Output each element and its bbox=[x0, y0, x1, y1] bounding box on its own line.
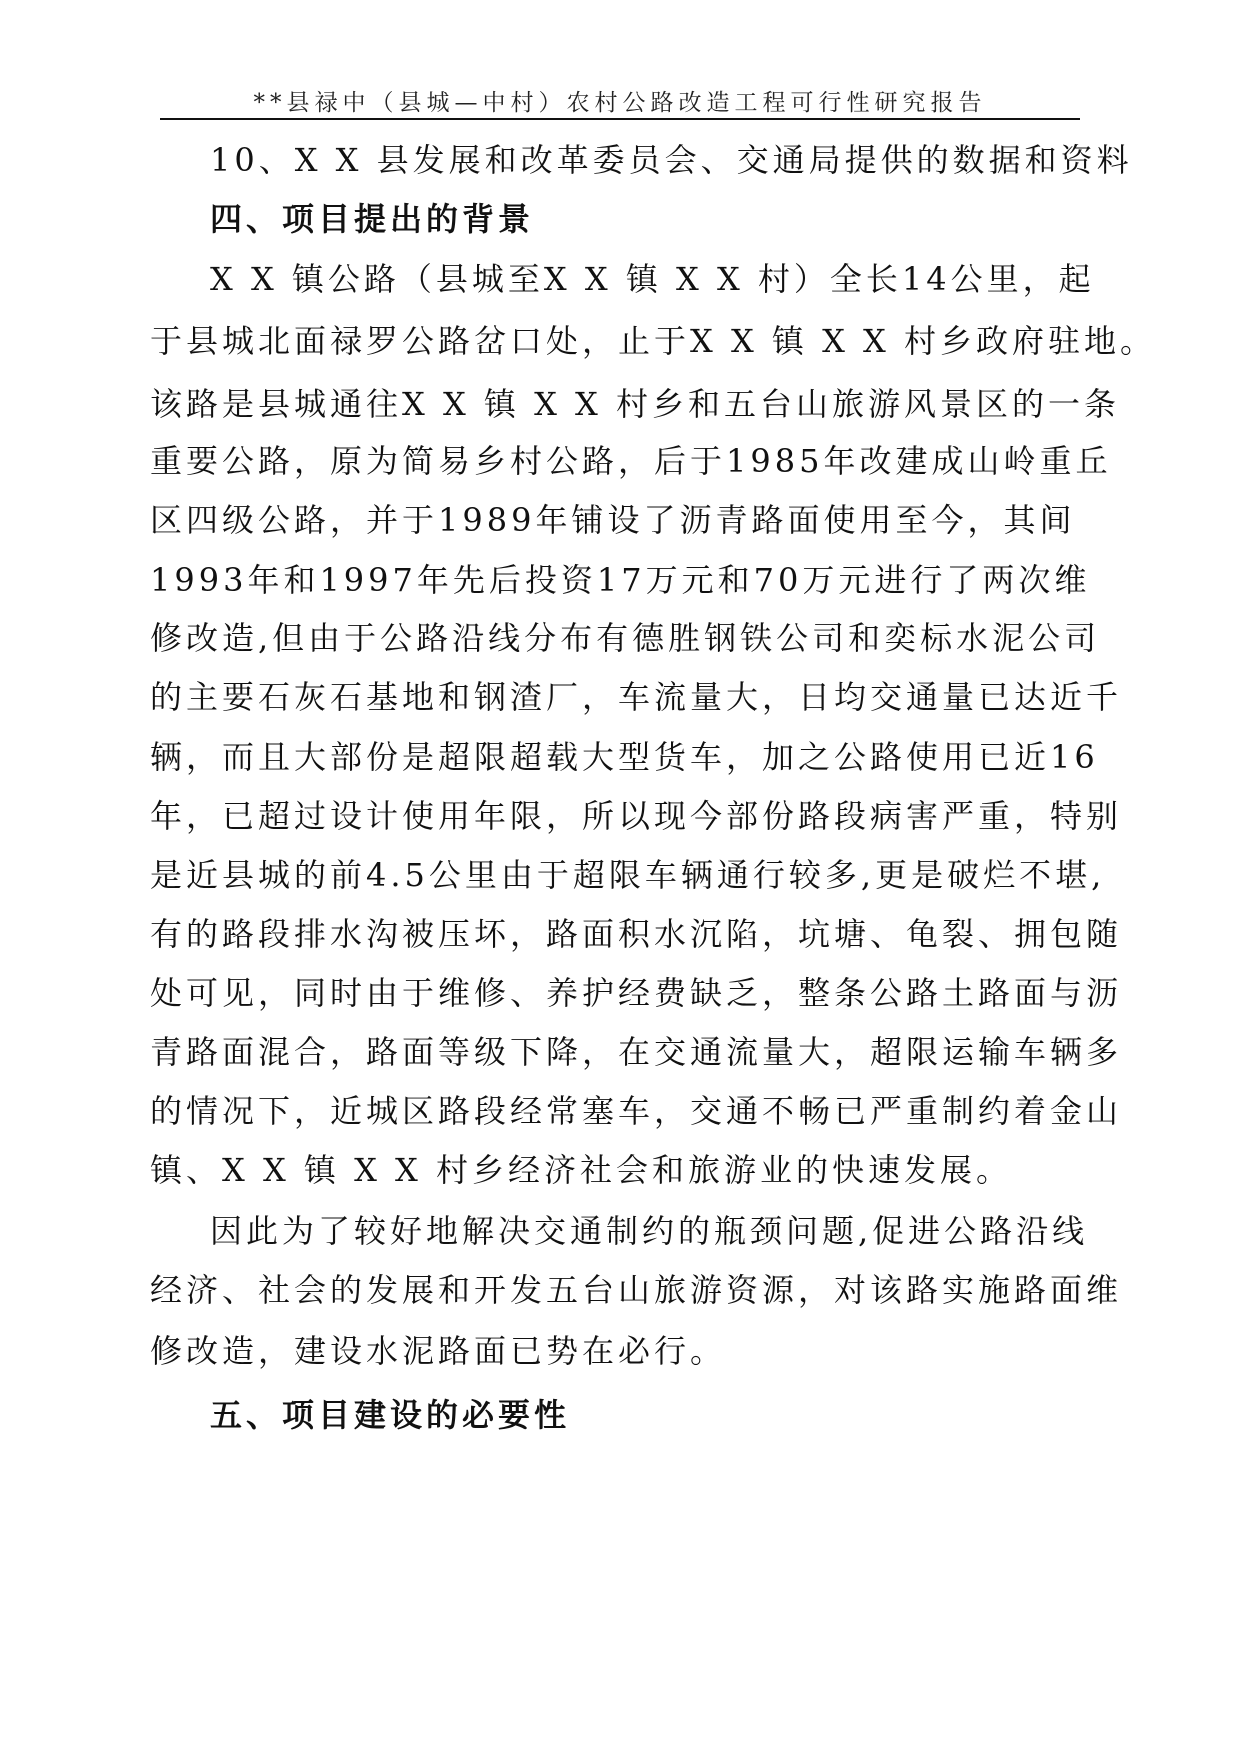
paragraph-line: 因此为了较好地解决交通制约的瓶颈问题,促进公路沿线 bbox=[210, 1212, 1089, 1250]
section-heading-necessity: 五、项目建设的必要性 bbox=[210, 1396, 571, 1434]
paragraph-line: 修改造,但由于公路沿线分布有德胜钢铁公司和奕标水泥公司 bbox=[150, 619, 1101, 657]
paragraph-line: 辆，而且大部份是超限超载大型货车，加之公路使用已近16 bbox=[150, 738, 1099, 776]
paragraph-line: 处可见，同时由于维修、养护经费缺乏，整条公路土路面与沥 bbox=[150, 974, 1123, 1012]
paragraph-line: 该路是县城通往X X 镇 X X 村乡和五台山旅游风景区的一条 bbox=[150, 385, 1120, 423]
paragraph-line: 镇、X X 镇 X X 村乡经济社会和旅游业的快速发展。 bbox=[150, 1151, 1012, 1189]
reference-item-10: 10、X X 县发展和改革委员会、交通局提供的数据和资料 bbox=[210, 141, 1133, 179]
section-heading-background: 四、项目提出的背景 bbox=[210, 200, 535, 238]
paragraph-line: 青路面混合，路面等级下降，在交通流量大，超限运输车辆多 bbox=[150, 1033, 1123, 1071]
paragraph-line: 的情况下，近城区路段经常塞车，交通不畅已严重制约着金山 bbox=[150, 1092, 1123, 1130]
paragraph-line: 于县城北面禄罗公路岔口处，止于X X 镇 X X 村乡政府驻地。 bbox=[150, 322, 1156, 360]
paragraph-line: 的主要石灰石基地和钢渣厂，车流量大，日均交通量已达近千 bbox=[150, 678, 1123, 716]
paragraph-line: 重要公路，原为简易乡村公路，后于1985年改建成山岭重丘 bbox=[150, 442, 1112, 480]
paragraph-line: 1993年和1997年先后投资17万元和70万元进行了两次维 bbox=[150, 561, 1091, 599]
paragraph-line: 区四级公路，并于1989年铺设了沥青路面使用至今，其间 bbox=[150, 501, 1076, 539]
running-header: **县禄中（县城—中村）农村公路改造工程可行性研究报告 bbox=[253, 90, 987, 116]
paragraph-line: 有的路段排水沟被压坏，路面积水沉陷，坑塘、龟裂、拥包随 bbox=[150, 915, 1123, 953]
header-rule bbox=[160, 118, 1080, 120]
paragraph-line: 年，已超过设计使用年限，所以现今部份路段病害严重，特别 bbox=[150, 797, 1123, 835]
paragraph-line: X X 镇公路（县城至X X 镇 X X 村）全长14公里，起 bbox=[210, 260, 1095, 298]
paragraph-line: 是近县城的前4.5公里由于超限车辆通行较多,更是破烂不堪, bbox=[150, 856, 1106, 894]
paragraph-line: 经济、社会的发展和开发五台山旅游资源，对该路实施路面维 bbox=[150, 1271, 1123, 1309]
paragraph-line: 修改造，建设水泥路面已势在必行。 bbox=[150, 1332, 727, 1370]
